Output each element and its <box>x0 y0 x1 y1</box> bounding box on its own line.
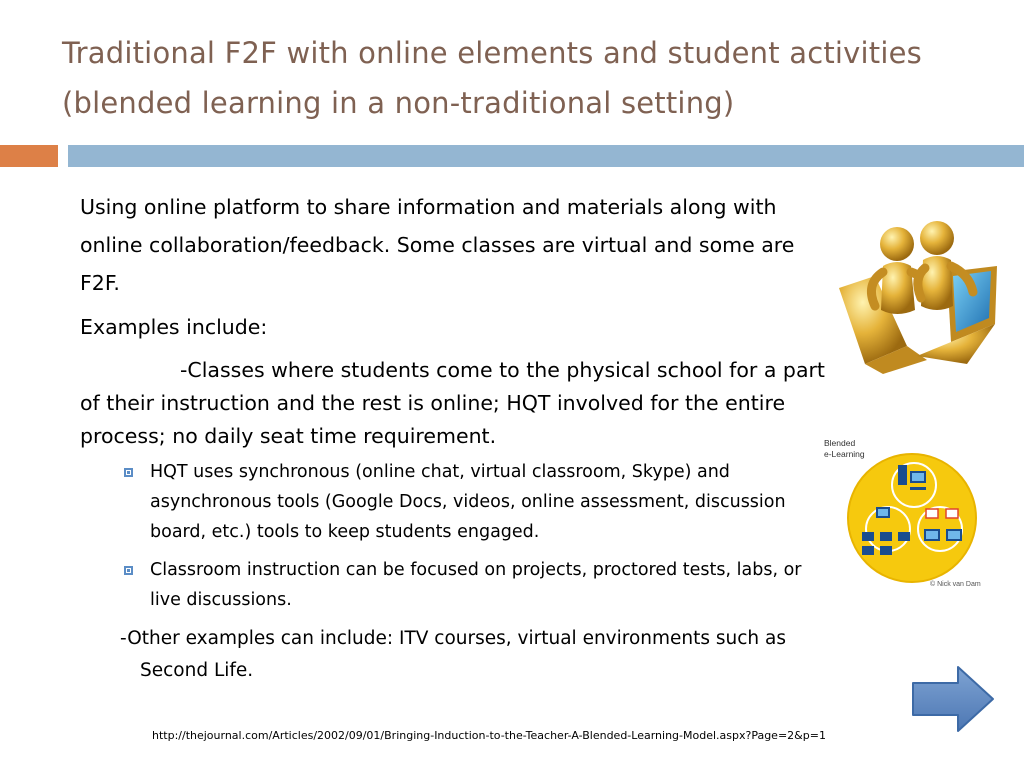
people-laptops-icon <box>835 214 1005 374</box>
bullet-item <box>80 457 825 547</box>
blended-credit: © Nick van Dam <box>930 581 981 588</box>
title-line-1: Traditional F2F with online elements and student activities <box>62 36 922 70</box>
blended-label-line2: e-Learning <box>824 449 865 459</box>
classes-paragraph <box>80 354 825 453</box>
square-bullet-icon <box>124 468 133 477</box>
other-examples: -Other examples can include: ITV courses, virtual environments such as Second Life. <box>120 628 787 681</box>
slide-title <box>62 28 992 128</box>
bullet-text: Classroom instruction can be focused on projects, proctored tests, labs, or live discussions. <box>150 560 802 610</box>
accent-bar-blue <box>68 145 1024 167</box>
bullet-text: HQT uses synchronous (online chat, virtual classroom, Skype) and asynchronous tools (Google Docs, videos, online assessment, discussion board, etc.) tools to keep students engaged. <box>150 462 786 542</box>
accent-bar-orange <box>0 145 58 167</box>
examples-heading: Examples include: <box>80 315 268 339</box>
title-line-2: (blended learning in a non-traditional setting) <box>62 86 735 120</box>
square-bullet-icon <box>124 566 133 575</box>
classes-text: -Classes where students come to the physical school for a part of their instruction and the rest is online; HQT involved for the entire process; no daily seat time requirement. <box>80 358 825 448</box>
intro-paragraph: Using online platform to share information and materials along with online collaboration/feedback. Some classes are virtual and some are F2F. <box>80 195 795 295</box>
blended-label-line1: Blended <box>824 438 856 448</box>
right-arrow-icon[interactable] <box>910 664 996 734</box>
bullet-item <box>80 555 825 615</box>
blended-elearning-icon <box>822 437 987 592</box>
slide-body <box>80 188 825 687</box>
source-link[interactable]: http://thejournal.com/Articles/2002/09/01/Bringing-Induction-to-the-Teacher-A-Blended-Learning-Model.aspx?Page=2&p=1 <box>152 729 826 742</box>
bullet-list <box>80 457 825 615</box>
